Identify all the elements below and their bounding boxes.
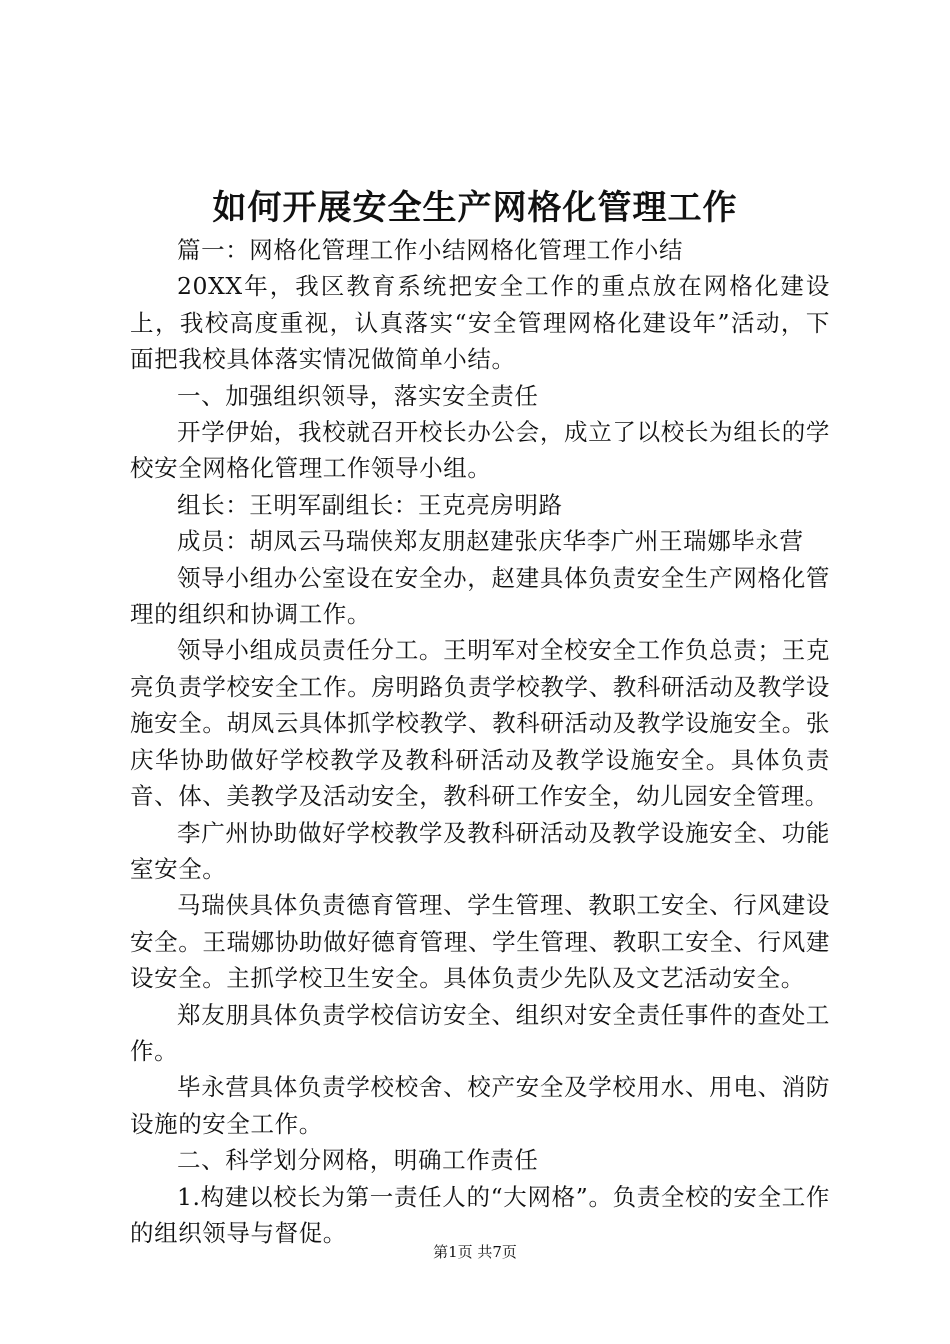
section-heading: 二、科学划分网格，明确工作责任: [177, 1146, 539, 1175]
paragraph: 20XX年，我区教育系统把安全工作的重点放在网格化建设上，我校高度重视，认真落实“安全管理网格化建设年”活动，下面把我校具体落实情况做简单小结。: [130, 272, 830, 374]
paragraph: 毕永营具体负责学校校舍、校产安全及学校用水、用电、消防设施的安全工作。: [130, 1073, 830, 1138]
paragraph: 郑友朋具体负责学校信访安全、组织对安全责任事件的查处工作。: [130, 1000, 830, 1065]
page-footer: 第1页 共7页: [433, 1243, 517, 1261]
paragraph: 马瑞侠具体负责德育管理、学生管理、教职工安全、行风建设安全。王瑞娜协助做好德育管理、学生管理、教职工安全、行风建设安全。主抓学校卫生安全。具体负责少先队及文艺活动安全。: [130, 891, 830, 993]
paragraph: 成员：胡凤云马瑞侠郑友朋赵建张庆华李广州王瑞娜毕永营: [177, 527, 804, 556]
paragraph: 篇一：网格化管理工作小结网格化管理工作小结: [177, 236, 684, 264]
paragraph: 李广州协助做好学校教学及教科研活动及教学设施安全、功能室安全。: [130, 818, 830, 883]
document-title: 如何开展安全生产网格化管理工作: [212, 188, 738, 228]
paragraph: 组长：王明军副组长：王克亮房明路: [177, 490, 563, 519]
paragraph: 领导小组办公室设在安全办，赵建具体负责安全生产网格化管理的组织和协调工作。: [130, 563, 830, 629]
paragraph: 领导小组成员责任分工。王明军对全校安全工作负总责；王克亮负责学校安全工作。房明路负责学校教学、教科研活动及教学设施安全。胡凤云具体抓学校教学、教科研活动及教学设施安全。张庆华协助做好学校教学及教科研活动及教学设施安全。具体负责音、体、美教学及活动安全，教科研工作安全，幼儿园安全管理。: [130, 636, 830, 811]
document-body: [130, 232, 830, 1251]
paragraph: 1.构建以校长为第一责任人的“大网格”。负责全校的安全工作的组织领导与督促。: [130, 1182, 830, 1247]
section-heading: 一、加强组织领导，落实安全责任: [177, 381, 539, 410]
paragraph: 开学伊始，我校就召开校长办公会，成立了以校长为组长的学校安全网格化管理工作领导小组。: [130, 418, 830, 483]
